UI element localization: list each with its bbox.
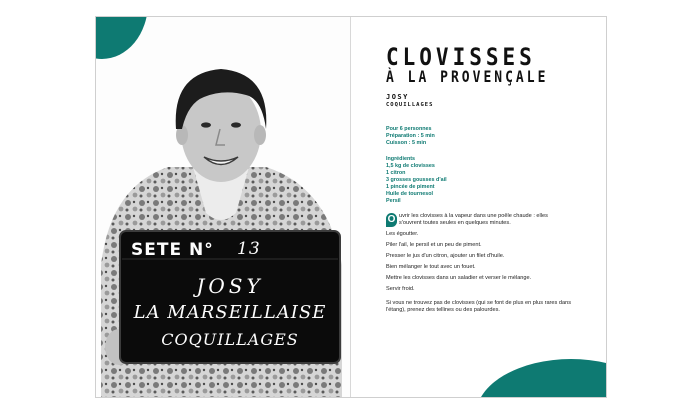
recipe-steps	[386, 213, 576, 297]
cook-time-text: Cuisson : 5 min	[386, 140, 427, 146]
step-item: Piler l'ail, le persil et un peu de piment.	[386, 242, 482, 248]
sign-name: JOSY	[196, 274, 264, 298]
step-first	[386, 213, 576, 227]
step-item: Les égoutter.	[386, 231, 419, 237]
slate-sign	[121, 232, 339, 362]
ingredients-list	[386, 156, 447, 205]
servings-text: Pour 6 personnes	[386, 126, 432, 132]
right-page	[351, 17, 606, 397]
sign-title: SETE N°	[131, 240, 214, 260]
step-item: Servir froid.	[386, 286, 415, 292]
ingredient-item: 1 pincée de piment	[386, 184, 435, 190]
prep-time-text: Préparation : 5 min	[386, 133, 435, 139]
ingredients-heading: Ingrédients	[386, 156, 416, 162]
recipe-author: JOSY	[386, 93, 409, 101]
recipe-note: Si vous ne trouvez pas de clovisses (qui se font de plus en plus rares dans l'étang), prenez des tellines ou des palourdes.	[386, 300, 572, 313]
step-item: Mettre les clovisses dans un saladier et verser le mélange.	[386, 275, 532, 281]
ingredient-item: Persil	[386, 198, 401, 204]
ingredient-item: 1 citron	[386, 170, 406, 176]
step-first-line2: s'ouvrent toutes seules en quelques minutes.	[399, 220, 511, 226]
sign-number: 13	[237, 239, 261, 259]
drop-cap: O	[387, 214, 396, 225]
sign-trade: COQUILLAGES	[161, 330, 299, 349]
recipe-subtitle: À LA PROVENÇALE	[386, 69, 549, 87]
step-item: Bien mélanger le tout avec un fouet.	[386, 264, 476, 270]
step-first-line1: uvrir les clovisses à la vapeur dans une poêle chaude : elles	[399, 213, 548, 219]
recipe-title: CLOVISSES	[386, 43, 536, 71]
recipe-author-subtitle: COQUILLAGES	[386, 102, 434, 108]
left-page	[96, 17, 350, 397]
ingredient-item: Huile de tournesol	[386, 191, 434, 197]
teal-corner-decoration-bottom	[476, 359, 606, 397]
ingredient-item: 1,5 kg de clovisses	[386, 163, 435, 169]
sign-shop-name: LA MARSEILLAISE	[133, 302, 327, 323]
recipe-meta	[386, 126, 435, 147]
ingredient-item: 3 grosses gousses d'ail	[386, 177, 447, 183]
book-spread	[96, 17, 606, 397]
step-item: Presser le jus d'un citron, ajouter un filet d'huile.	[386, 253, 505, 259]
